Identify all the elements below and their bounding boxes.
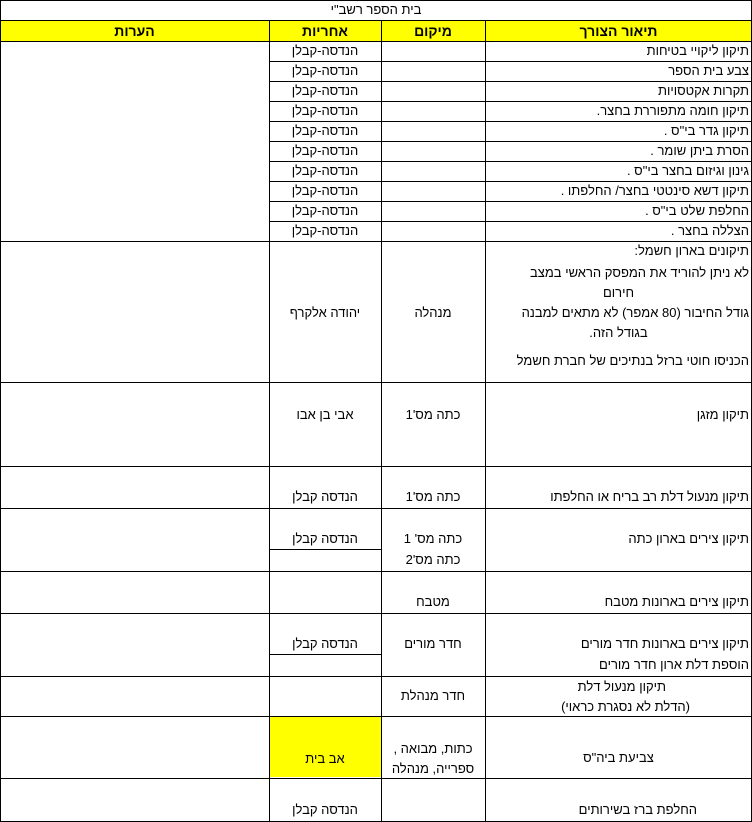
grid-line xyxy=(269,549,381,550)
grid-line xyxy=(0,508,752,509)
row-description[interactable]: תיקון גדר בי"ס . xyxy=(663,123,749,138)
electrical-line[interactable]: לא ניתן להוריד את המפסק הראשי במצב xyxy=(530,265,749,280)
row-responsibility[interactable]: הנדסה-קבלן xyxy=(291,63,359,78)
hinges-location[interactable]: כתה מס'2 xyxy=(405,552,461,567)
grid-line xyxy=(0,466,752,467)
grid-line xyxy=(269,61,752,62)
ac-location[interactable]: כתה מס'1 xyxy=(405,407,461,422)
row-description[interactable]: תקרות אקטסויות xyxy=(658,83,749,98)
row-responsibility[interactable]: הנדסה-קבלן xyxy=(291,103,359,118)
electrical-line[interactable]: בגודל הזה. xyxy=(589,325,648,340)
grid-line xyxy=(0,778,752,779)
grid-line xyxy=(269,141,752,142)
row-responsibility[interactable]: הנדסה-קבלן xyxy=(291,183,359,198)
electrical-responsibility[interactable]: יהודה אלקרף xyxy=(289,305,361,320)
grid-line xyxy=(0,41,752,42)
grid-line xyxy=(269,20,270,822)
sheet-title[interactable]: בית הספר רשב"י xyxy=(330,2,422,17)
grid-line xyxy=(0,20,752,21)
row-description[interactable]: הסרת ביתן שומר . xyxy=(650,143,749,158)
teachers-description[interactable]: הוספת דלת ארון חדר מורים xyxy=(599,657,749,672)
electrical-line[interactable]: הכניסו חוטי ברזל בנתיכים של חברת חשמל xyxy=(516,353,749,368)
grid-line xyxy=(381,20,382,822)
header-responsibility[interactable]: אחריות xyxy=(269,21,381,41)
row-description[interactable]: החלפת שלט בי"ס . xyxy=(645,203,749,218)
teachers-responsibility[interactable]: הנדסה קבלן xyxy=(292,636,358,651)
office-door-location[interactable]: חדר מנהלת xyxy=(400,688,466,703)
electrical-line[interactable]: גודל החיבור (80 אמפר) לא מתאים למבנה xyxy=(521,305,749,320)
office-door-description[interactable]: (הדלת לא נסגרת כראוי) xyxy=(561,699,690,714)
row-responsibility[interactable]: הנדסה-קבלן xyxy=(291,143,359,158)
office-door-description[interactable]: תיקון מנעול דלת xyxy=(577,679,666,694)
grid-line xyxy=(0,571,752,572)
row-responsibility[interactable]: הנדסה-קבלן xyxy=(291,163,359,178)
grid-line xyxy=(269,101,752,102)
electrical-line[interactable]: תיקונים בארון חשמל: xyxy=(634,243,749,258)
faucets-description[interactable]: החלפת ברז בשירותים xyxy=(578,802,697,817)
header-description[interactable]: תיאור הצורך xyxy=(485,21,752,41)
grid-line xyxy=(0,382,752,383)
grid-line xyxy=(269,181,752,182)
row-description[interactable]: תיקון דשא סינטטי בחצר/ החלפתו . xyxy=(560,183,749,198)
hinges-responsibility[interactable]: הנדסה קבלן xyxy=(292,531,358,546)
grid-line xyxy=(0,716,752,717)
grid-line xyxy=(269,161,752,162)
hinges-description[interactable]: תיקון צירים בארון כתה xyxy=(628,531,749,546)
grid-line xyxy=(485,20,486,822)
ac-responsibility[interactable]: אבי בן אבו xyxy=(296,407,354,422)
painting-description[interactable]: צביעת ביה"ס xyxy=(583,750,654,765)
teachers-description[interactable]: תיקון צירים בארונות חדר מורים xyxy=(580,636,749,651)
row-description[interactable]: גינון וגיזום בחצר בי"ס . xyxy=(626,163,749,178)
row-responsibility[interactable]: הנדסה-קבלן xyxy=(291,203,359,218)
kitchen-description[interactable]: תיקון צירים בארונות מטבח xyxy=(604,594,749,609)
painting-location[interactable]: ספרייה, מנהלה xyxy=(391,761,475,776)
grid-line xyxy=(269,201,752,202)
grid-line xyxy=(0,241,752,242)
header-notes[interactable]: הערות xyxy=(0,21,269,41)
row-description[interactable]: תיקון ליקויי בטיחות xyxy=(646,43,749,58)
header-location[interactable]: מיקום xyxy=(381,21,485,41)
grid-line xyxy=(269,81,752,82)
door-lock-responsibility[interactable]: הנדסה קבלן xyxy=(292,489,358,504)
row-responsibility[interactable]: הנדסה-קבלן xyxy=(291,123,359,138)
grid-line xyxy=(0,0,752,1)
row-responsibility[interactable]: הנדסה-קבלן xyxy=(291,83,359,98)
row-description[interactable]: תיקון חומה מתפוררת בחצר. xyxy=(596,103,749,118)
door-lock-location[interactable]: כתה מס'1 xyxy=(405,489,461,504)
painting-location[interactable]: כתות, מבואה , xyxy=(393,741,473,756)
electrical-location[interactable]: מנהלה xyxy=(414,305,452,320)
door-lock-description[interactable]: תיקון מנעול דלת רב בריח או החלפתו xyxy=(550,489,749,504)
ac-description[interactable]: תיקון מזגן xyxy=(696,407,749,422)
grid-line xyxy=(0,676,752,677)
row-responsibility[interactable]: הנדסה-קבלן xyxy=(291,43,359,58)
painting-responsibility[interactable]: אב בית xyxy=(269,717,381,777)
hinges-location[interactable]: כתה מס' 1 xyxy=(403,531,463,546)
kitchen-location[interactable]: מטבח xyxy=(416,594,450,609)
faucets-responsibility[interactable]: הנדסה קבלן xyxy=(292,802,358,817)
grid-line xyxy=(0,0,1,822)
electrical-line[interactable]: חירום xyxy=(602,285,635,300)
grid-line xyxy=(0,613,752,614)
grid-line xyxy=(269,654,381,655)
row-description[interactable]: הצללה בחצר . xyxy=(670,223,749,238)
grid-line xyxy=(269,121,752,122)
row-description[interactable]: צבע בית הספר xyxy=(668,63,749,78)
grid-line xyxy=(269,221,752,222)
row-responsibility[interactable]: הנדסה-קבלן xyxy=(291,223,359,238)
teachers-location[interactable]: חדר מורים xyxy=(404,636,462,651)
